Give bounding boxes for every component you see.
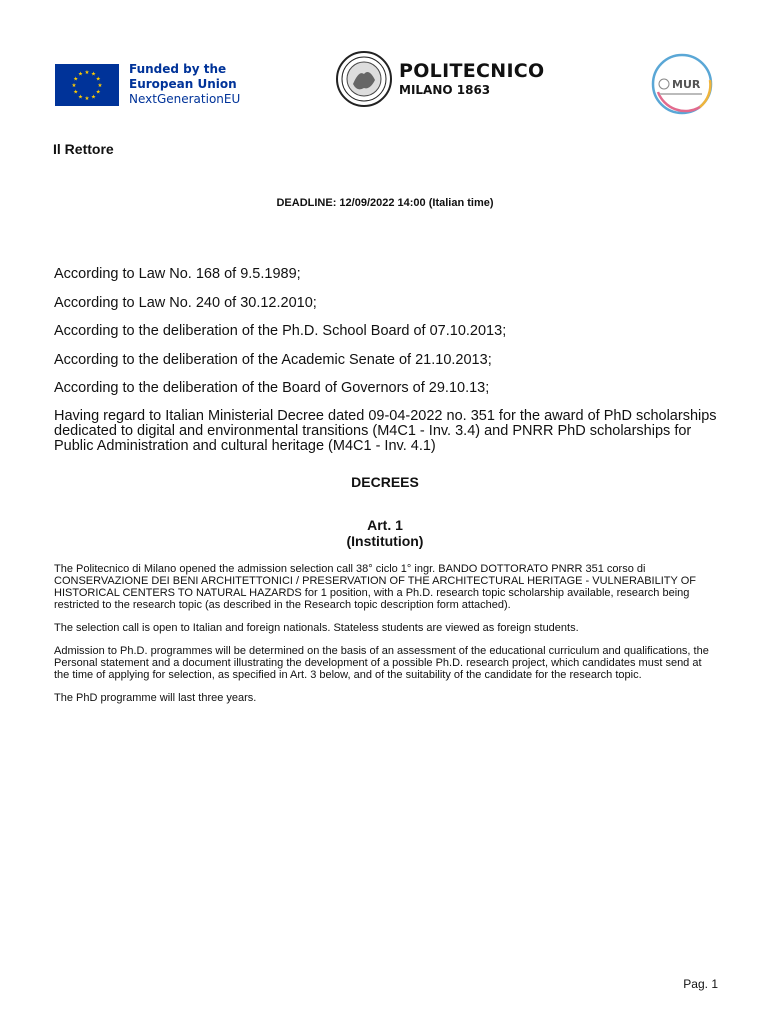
eu-star-icon: ★ — [91, 93, 96, 100]
eu-star-icon: ★ — [73, 89, 79, 95]
header-logos — [0, 50, 770, 120]
body-paragraph: The Politecnico di Milano opened the admission selection call 38° ciclo 1° ingr. BANDO DOTTORATO PNRR 351 corso di CONSERVAZIONE DEI BENI ARCHITETTONICI / PRESERVATION OF THE ARCHITECTURAL HERITAGE - VULNERABILITY OF HISTORICAL CENTERS TO NATURAL HAZARDS for 1 position, with a Ph.D. research topic scholarship available, research being restricted to the research topic (as described in the Research topic description form attached). — [54, 563, 696, 611]
eu-star-icon: ★ — [95, 89, 101, 95]
eu-logo-line1: Funded by the — [129, 62, 227, 76]
eu-star-icon: ★ — [95, 76, 101, 82]
page-number: Pag. 1 — [683, 977, 718, 991]
eu-logo-text — [129, 62, 240, 107]
polimi-subtitle: MILANO 1863 — [399, 83, 491, 97]
body-paragraph: The PhD programme will last three years. — [54, 692, 257, 704]
polimi-seal-icon — [335, 50, 393, 108]
body-paragraph: Admission to Ph.D. programmes will be determined on the basis of an assessment of the educational curriculum and qualifications, the Personal statement and a document illustrating the development of a possible Ph.D. research project, which candidates must send at the time of applying for selection, as specified in Art. 3 below, and of the suitability of the candidate for the research topic. — [54, 645, 709, 681]
eu-star-icon: ★ — [97, 82, 103, 89]
deadline-line: DEADLINE: 12/09/2022 14:00 (Italian time) — [276, 197, 494, 209]
eu-star-icon: ★ — [71, 82, 77, 89]
premise-item: According to Law No. 240 of 30.12.2010; — [54, 294, 317, 311]
premise-item: According to the deliberation of the Board of Governors of 29.10.13; — [54, 380, 490, 396]
eu-star-icon: ★ — [73, 76, 79, 82]
eu-star-icon: ★ — [78, 71, 83, 78]
polimi-name: POLITECNICO — [399, 60, 545, 82]
premise-item: According to the deliberation of the Ph.D. School Board of 07.10.2013; — [54, 323, 507, 339]
eu-star-icon: ★ — [91, 71, 96, 78]
eu-logo-line3: NextGenerationEU — [129, 92, 241, 106]
decrees-heading: DECREES — [351, 474, 419, 490]
eu-star-icon: ★ — [84, 69, 90, 76]
eu-star-icon: ★ — [78, 93, 83, 100]
eu-star-icon: ★ — [84, 95, 90, 102]
article-heading — [0, 517, 770, 549]
eu-flag-icon — [55, 64, 119, 106]
polimi-logo — [335, 50, 545, 108]
article-number: Art. 1 — [367, 517, 403, 533]
premise-item: According to the deliberation of the Academic Senate of 21.10.2013; — [54, 351, 492, 368]
eu-logo-line2: European Union — [129, 77, 237, 91]
eu-funding-logo — [55, 62, 240, 107]
mur-logo-icon — [650, 52, 714, 116]
mur-logo-label: MUR — [672, 78, 701, 91]
premise-item: Having regard to Italian Ministerial Decree dated 09-04-2022 no. 351 for the award of PhD scholarships dedicated to digital and environmental transitions (M4C1 - Inv. 3.4) and PNRR PhD scholarships for Public Administration and cultural heritage (M4C1 - Inv. 4.1) — [54, 407, 717, 454]
article-title: (Institution) — [346, 533, 424, 549]
signatory-heading: Il Rettore — [53, 141, 114, 157]
premise-item: According to Law No. 168 of 9.5.1989; — [54, 266, 301, 282]
article-body — [54, 563, 719, 715]
body-paragraph: The selection call is open to Italian and foreign nationals. Stateless students are viewed as foreign students. — [54, 622, 579, 634]
premises-list — [54, 266, 724, 466]
